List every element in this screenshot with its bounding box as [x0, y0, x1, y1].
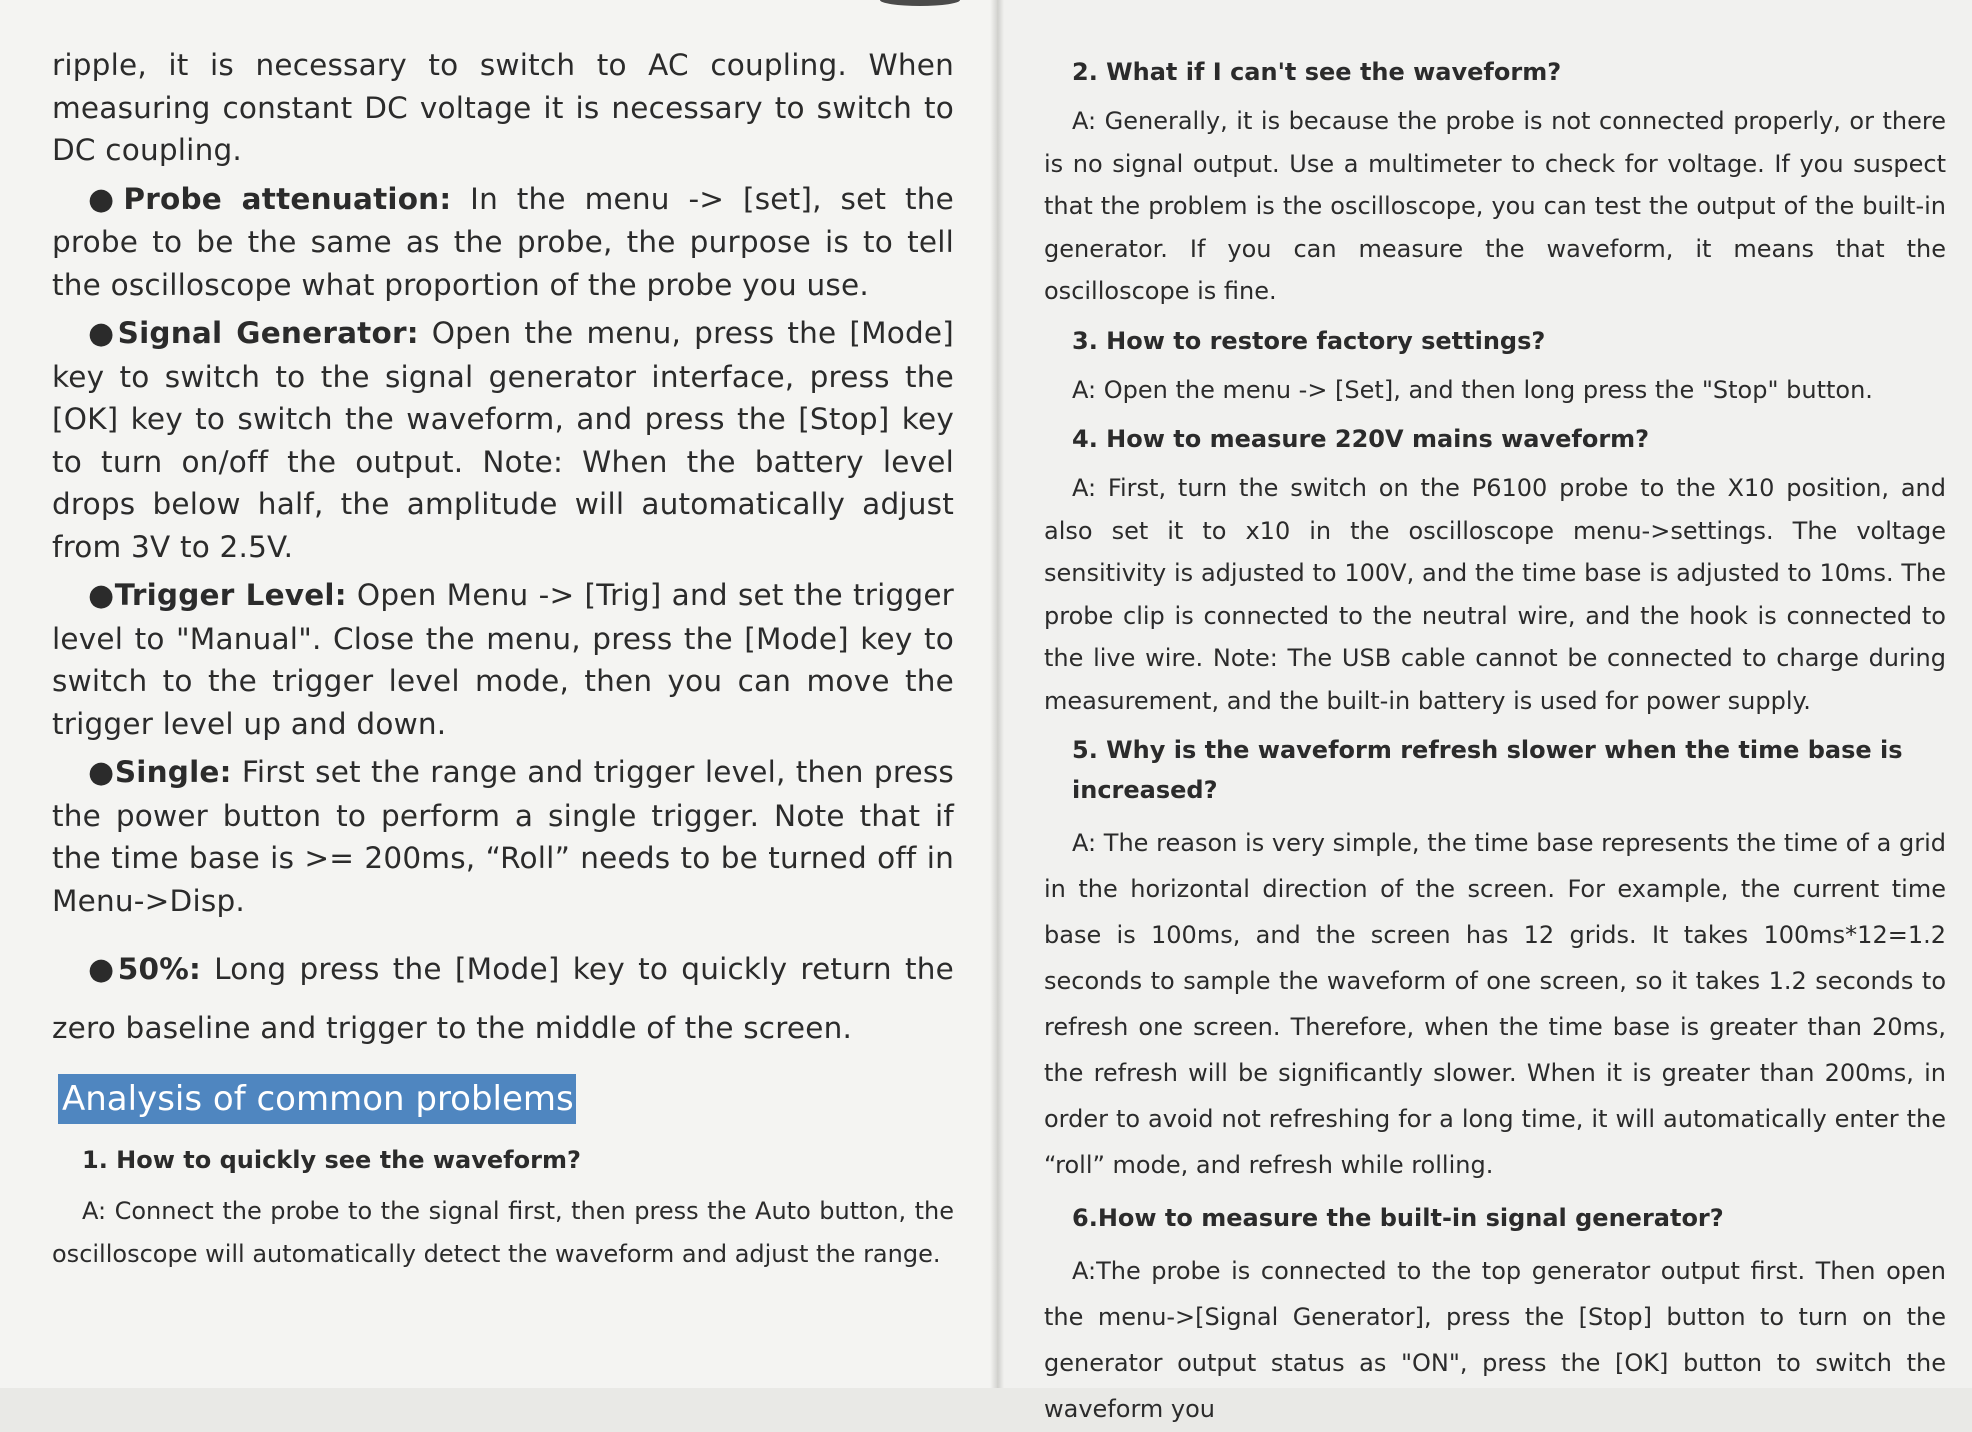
left-column — [52, 44, 954, 1057]
question-5-title: 5. Why is the waveform refresh slower when the time base is increased? — [1072, 736, 1903, 804]
single-item — [52, 751, 954, 922]
item-label: Single: — [114, 755, 232, 789]
section-title: Analysis of common problems — [58, 1074, 576, 1124]
question-6-answer: A:The probe is connected to the top generator output first. Then open the menu->[Signal Generator], press the [Stop] button to turn on the generator output status as "ON", press the [OK] button to switch the waveform you — [1044, 1257, 1946, 1423]
question-2-answer: A: Generally, it is because the probe is not connected properly, or there is no signal output. Use a multimeter to check for voltage. If you suspect that the problem is the oscilloscope, you can test the output of the built-in generator. If you can measure the waveform, it means that the oscilloscope is fine. — [1044, 107, 1946, 305]
signal-generator-item — [52, 312, 954, 568]
bullet-icon: ● — [88, 181, 124, 217]
trigger-level-item — [52, 574, 954, 745]
bullet-icon: ● — [88, 316, 118, 351]
right-column — [1044, 52, 1946, 1432]
item-text: Long press the [Mode] key to quickly return the zero baseline and trigger to the middle of the screen. — [52, 952, 954, 1045]
question-5-answer: A: The reason is very simple, the time base represents the time of a grid in the horizontal direction of the screen. For example, the current time base is 100ms, and the screen has 12 grids. It takes 100ms*12=1.2 seconds to sample the waveform of one screen, so it takes 1.2 seconds to refresh one screen. Therefore, when the time base is greater than 20ms, the refresh will be significantly slower. When it is greater than 200ms, in order to avoid not refreshing for a long time, it will automatically enter the “roll” mode, and refresh while rolling. — [1044, 829, 1946, 1179]
item-label: Signal Generator: — [117, 316, 419, 350]
item-label: Probe attenuation: — [123, 181, 452, 216]
question-6-title: 6.How to measure the built-in signal generator? — [1072, 1204, 1724, 1232]
item-text: Open Menu -> [Trig] and set the trigger level to "Manual". Close the menu, press the [Mode] key to switch to the trigger level mode, then you can move the trigger level up and down. — [52, 578, 954, 741]
bullet-icon: ● — [88, 578, 115, 613]
question-4-answer: A: First, turn the switch on the P6100 probe to the X10 position, and also set it to x10 in the oscilloscope menu->settings. The voltage sensitivity is adjusted to 100V, and the time base is adjusted to 10ms. The probe clip is connected to the neutral wire, and the hook is connected to the live wire. Note: The USB cable cannot be connected to charge during measurement, and the built-in battery is used for power supply. — [1044, 474, 1946, 715]
probe-attenuation-item — [52, 178, 954, 307]
intro-paragraph: ripple, it is necessary to switch to AC coupling. When measuring constant DC voltage it is necessary to switch to DC coupling. — [52, 48, 954, 167]
question-2-title: 2. What if I can't see the waveform? — [1072, 58, 1562, 86]
item-label: 50%: — [117, 952, 201, 986]
page-spine — [990, 0, 1004, 1388]
question-answer: A: Connect the probe to the signal first, then press the Auto button, the oscilloscope will automatically detect the waveform and adjust the range. — [52, 1197, 954, 1268]
item-text: In the menu -> [set], set the probe to be the same as the probe, the purpose is to tell the oscilloscope what proportion of the probe you use. — [52, 181, 954, 302]
question-4-title: 4. How to measure 220V mains waveform? — [1072, 425, 1650, 453]
bullet-icon: ● — [88, 755, 115, 790]
item-label: Trigger Level: — [114, 578, 347, 612]
fifty-percent-item — [52, 940, 954, 1057]
item-text: First set the range and trigger level, then press the power button to perform a single trigger. Note that if the time base is >= 200ms, “Roll” needs to be turned off in Menu->Disp. — [52, 755, 954, 918]
question-1 — [52, 1140, 954, 1276]
question-title: 1. How to quickly see the waveform? — [82, 1146, 581, 1174]
bullet-icon: ● — [88, 952, 118, 987]
item-text: Open the menu, press the [Mode] key to switch to the signal generator interface, press the [OK] key to switch the waveform, and press the [Stop] key to turn on/off the output. Note: When the battery level drops below half, the amplitude will automatically adjust from 3V to 2.5V. — [52, 316, 954, 564]
question-3-answer: A: Open the menu -> [Set], and then long press the "Stop" button. — [1072, 375, 1873, 404]
question-3-title: 3. How to restore factory settings? — [1072, 326, 1546, 355]
